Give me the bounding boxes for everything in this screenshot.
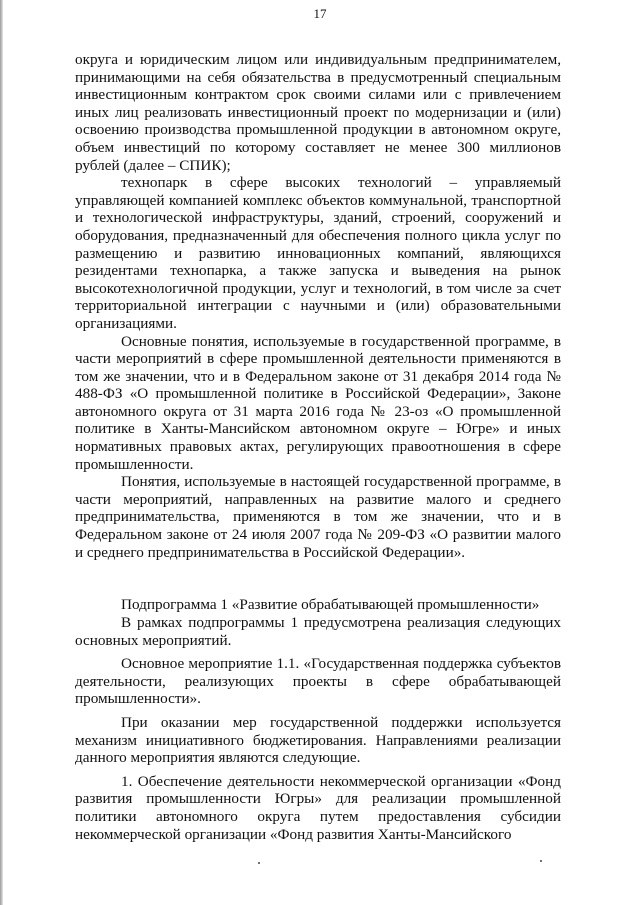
page-number: 17	[313, 6, 327, 21]
subprogram-title: Подпрограмма 1 «Развитие обрабатывающей промышленности»	[121, 596, 540, 613]
scan-edge	[0, 0, 3, 905]
body-text-top	[75, 51, 561, 561]
paragraph-subprogram-intro: В рамках подпрограммы 1 предусмотрена реализация следующих основных мероприятий.	[75, 614, 561, 649]
scan-speck	[540, 860, 542, 862]
paragraph-initiative-budgeting: При оказании мер государственной поддержки используется механизм инициативного бюджетирования. Направлениями реализации данного мероприятия являются следующие.	[75, 713, 561, 767]
paragraph-spic-definition: округа и юридическим лицом или индивидуальным предпринимателем, принимающими на себя обязательства в предусмотренный специальным инвестиционным контрактом срок своими силами или с привлечением иных лиц реализовать инвестиционный проект по модернизации и (или) освоению производства промышленной продукции в автономном округе, объем инвестиций по которому составляет не менее 300 миллионов рублей (далее – СПИК);	[75, 51, 561, 174]
body-text-bottom	[75, 614, 561, 843]
scan-speck	[258, 862, 260, 864]
paragraph-industrial-concepts: Основные понятия, используемые в государственной программе, в части мероприятий в сфере промышленной деятельности применяются в том же значении, что и в Федеральном законе от 31 декабря 2014 года № 488-ФЗ «О промышленной политике в Российской Федерации», Законе автономного округа от 31 марта 2016 года № 23-оз «О промышленной политике в Ханты-Мансийском автономном округе – Югре» и иных нормативных правовых актах, регулирующих правоотношения в сфере промышленности.	[75, 332, 561, 473]
paragraph-main-activity-1-1: Основное мероприятие 1.1. «Государственная поддержка субъектов деятельности, реализующих проекты в сфере обрабатывающей промышленности».	[75, 655, 561, 708]
paragraph-technopark-definition: технопарк в сфере высоких технологий – управляемый управляющей компанией комплекс объектов коммунальной, транспортной и технологической инфраструктуры, зданий, строений, сооружений и оборудования, предназначенный для обеспечения полного цикла услуг по размещению и развитию инновационных компаний, являющихся резидентами технопарка, а также запуска и выведения на рынок высокотехнологичной продукции, услуг и технологий, в том числе за счет территориальной интеграции с научными и (или) образовательными организациями.	[75, 174, 561, 332]
paragraph-sme-concepts: Понятия, используемые в настоящей государственной программе, в части мероприятий, направленных на развитие малого и среднего предпринимательства, применяются в том же значении, что и в Федеральном законе от 24 июля 2007 года № 209-ФЗ «О развитии малого и среднего предпринимательства в Российской Федерации».	[75, 473, 561, 561]
paragraph-fund-support: 1. Обеспечение деятельности некоммерческой организации «Фонд развития промышленности Югры» для реализации промышленной политики автономного округа путем предоставления субсидии некоммерческой организации «Фонд развития Ханты-Мансийского	[75, 772, 561, 843]
